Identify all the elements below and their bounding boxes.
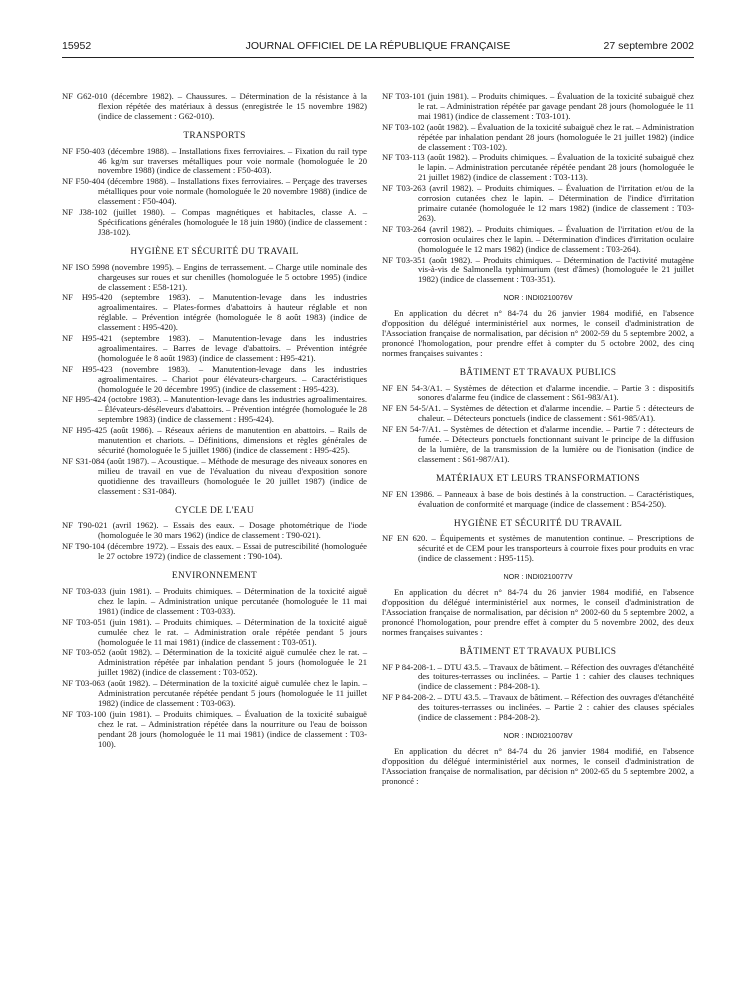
- decree-paragraph: En application du décret n° 84-74 du 26 janvier 1984 modifié, en l'absence d'opposition du délégué interministériel aux normes, le conseil d'administration de l'Association française de normalisation, par décision n° 2002-65 du 5 septembre 2002, a prononcé :: [382, 745, 694, 786]
- standard-entry: NF EN 54-3/A1. – Systèmes de détection et d'alarme incendie. – Partie 3 : dispositifs sonores d'alarme feu (indice de classement : S61-983/A1).: [382, 382, 694, 403]
- section-heading: HYGIÈNE ET SÉCURITÉ DU TRAVAIL: [130, 246, 299, 257]
- standard-entry: NF T03-051 (juin 1981). – Produits chimiques. – Détermination de la toxicité aiguë cumulée chez le rat. – Administration orale répétée pendant 5 jours (homologuée le 11 mai 1981) (indice de classement : T03-051).: [62, 616, 367, 647]
- nor-reference: NOR : INDI0210078V: [503, 730, 573, 740]
- issue-date: 27 septembre 2002: [603, 40, 694, 52]
- standard-entry: NF T03-052 (août 1982). – Détermination de la toxicité aiguë cumulée chez le rat. – Administration répétée par inhalation pendant 5 jours (homologuée le 21 juillet 1982) (indice de classement : T03-052).: [62, 647, 367, 678]
- standard-entry: NF T03-264 (avril 1982). – Produits chimiques. – Évaluation de l'irritation et/ou de la corrosion oculaires chez le lapin. – Détermination d'indices d'irritation oculaire (homologuée le 12 mars 1982) (indice de classement : T03-264).: [382, 223, 694, 254]
- decree-paragraph: En application du décret n° 84-74 du 26 janvier 1984 modifié, en l'absence d'opposition du délégué interministériel aux normes, le conseil d'administration de l'Association française de normalisation, par décision n° 2002-59 du 5 septembre 2002, a prononcé l'homologation, pour prendre effet à compter du 5 octobre 2002, des cinq normes françaises suivantes :: [382, 308, 694, 358]
- standard-entry: NF P 84-208-1. – DTU 43.5. – Travaux de bâtiment. – Réfection des ouvrages d'étanchéité des toitures-terrasses ou inclinées. – Partie 1 : cahier des clauses techniques (indice de classement : P84-208-1).: [382, 661, 694, 692]
- standard-entry: NF T03-113 (août 1982). – Produits chimiques. – Évaluation de la toxicité subaiguë chez le lapin. – Administration percutanée répétée pendant 28 jours (homologuée le 21 juillet 1982) (indice de classement : T03-113).: [382, 152, 694, 183]
- left-column: [62, 92, 367, 750]
- standard-entry: NF F50-403 (décembre 1988). – Installations fixes ferroviaires. – Fixation du rail type 46 kg/m sur traverses métalliques pour voie normale (homologuée le 20 novembre 1988) (indice de classement : F50-403).: [62, 145, 367, 176]
- standard-entry: NF H95-424 (octobre 1983). – Manutention-levage dans les industries agroalimentaires. – Élévateurs-déséleveurs d'abattoirs. – Prévention intégrée (homologuée le 28 septembre 1983) (indice de classement : H95-424).: [62, 394, 367, 425]
- right-column: [382, 92, 694, 790]
- journal-title: JOURNAL OFFICIEL DE LA RÉPUBLIQUE FRANÇAISE: [245, 40, 511, 52]
- standard-entry: NF S31-084 (août 1987). – Acoustique. – Méthode de mesurage des niveaux sonores en milieu de travail en vue de l'évaluation du niveau d'exposition sonore quotidienne des travailleurs (homologuée le 20 juillet 1987) (indice de classement : S31-084).: [62, 455, 367, 496]
- page-header: [62, 40, 694, 56]
- standard-entry: NF EN 54-5/A1. – Systèmes de détection et d'alarme incendie. – Partie 5 : détecteurs de chaleur. – Détecteurs ponctuels (indice de classement : S61-985/A1).: [382, 403, 694, 424]
- standard-entry: NF EN 620. – Équipements et systèmes de manutention continue. – Prescriptions de sécurité et de CEM pour les transporteurs à courroie fixes pour produits en vrac (indice de classement : H95-115).: [382, 533, 694, 564]
- standard-entry: NF T90-104 (décembre 1972). – Essais des eaux. – Essai de putrescibilité (homologuée le 27 octobre 1972) (indice de classement : T90-104).: [62, 541, 367, 562]
- standard-entry: NF EN 13986. – Panneaux à base de bois destinés à la construction. – Caractéristiques, évaluation de conformité et marquage (indice de classement : B54-250).: [382, 488, 694, 509]
- decree-paragraph: En application du décret n° 84-74 du 26 janvier 1984 modifié, en l'absence d'opposition du délégué interministériel aux normes, le conseil d'administration de l'Association française de normalisation, par décision n° 2002-60 du 5 septembre 2002, a prononcé l'homologation, pour prendre effet à compter du 5 novembre 2002, des deux normes françaises suivantes :: [382, 587, 694, 637]
- standard-entry: NF T03-033 (juin 1981). – Produits chimiques. – Détermination de la toxicité aiguë chez le lapin. – Administration unique percutanée (homologuée le 11 mai 1981) (indice de classement : T03-033).: [62, 585, 367, 616]
- standard-entry: NF T03-063 (août 1982). – Détermination de la toxicité aiguë cumulée chez le lapin. – Administration percutanée répétée pendant 5 jours (homologuée le 11 juillet 1982) (indice de classement : T03-063).: [62, 678, 367, 708]
- page-number: 15952: [62, 40, 92, 52]
- standard-entry: NF H95-423 (novembre 1983). – Manutention-levage dans les industries agroalimentaires. – Chariot pour élévateurs-chargeurs. – Caractéristiques (homologuée le 20 décembre 1995) (indice de classement : H95-423).: [62, 363, 367, 394]
- standard-entry: NF T90-021 (avril 1962). – Essais des eaux. – Dosage photométrique de l'iode (homologuée le 30 mars 1962) (indice de classement : T90-021).: [62, 520, 367, 541]
- standard-entry: NF T03-101 (juin 1981). – Produits chimiques. – Évaluation de la toxicité subaiguë chez le rat. – Administration répétée par gavage pendant 28 jours (homologuée le 11 mai 1981) (indice de classement : T03-101).: [382, 91, 694, 121]
- standard-entry: NF H95-420 (septembre 1983). – Manutention-levage dans les industries agroalimentaires. – Plates-formes d'abattoirs à hauteur réglable et non réglable. – Prévention intégrée (homologuée le 8 août 1983) (indice de classement : H95-420).: [62, 292, 367, 333]
- standard-entry: NF P 84-208-2. – DTU 43.5. – Travaux de bâtiment. – Réfection des ouvrages d'étanchéité des toitures-terrasses ou inclinées. – Partie 2 : cahier des clauses spéciales (indice de classement : P84-208-2).: [382, 692, 694, 723]
- standard-entry: NF T03-100 (juin 1981). – Produits chimiques. – Évaluation de la toxicité subaiguë chez le rat. – Administration répétée dans la nourriture ou l'eau de boisson pendant 28 jours (homologuée le 11 mai 1981) (indice de classement : T03-100).: [62, 708, 367, 749]
- standard-entry: NF EN 54-7/A1. – Systèmes de détection et d'alarme incendie. – Partie 7 : détecteurs de fumée. – Détecteurs ponctuels fonctionnant suivant le principe de la diffusion de la lumière, de la transmission de la lumière ou de l'ionisation (indice de classement : S61-987/A1).: [382, 424, 694, 464]
- standard-entry: NF H95-425 (août 1986). – Réseaux aériens de manutention en abattoirs. – Rails de manutention et chariots. – Définitions, dimensions et règles générales de sécurité (homologuée le 5 juillet 1986) (indice de classement : H95-425).: [62, 425, 367, 455]
- standard-entry: NF H95-421 (septembre 1983). – Manutention-levage dans les industries agroalimentaires. – Barres de levage d'abattoirs. – Prévention intégrée (homologuée le 8 août 1983) (indice de classement : H95-421).: [62, 333, 367, 363]
- standard-entry: NF F50-404 (décembre 1988). – Installations fixes ferroviaires. – Perçage des traverses métalliques pour voie normale (homologuée le 20 novembre 1988) (indice de classement : F50-404).: [62, 176, 367, 207]
- standard-entry: NF T03-263 (avril 1982). – Produits chimiques. – Évaluation de l'irritation et/ou de la corrosion cutanées chez le lapin. – Détermination de l'indice d'irritation primaire cutanée (homologuée le 12 mars 1982) (indice de classement : T03-263).: [382, 183, 694, 223]
- section-heading: BÂTIMENT ET TRAVAUX PUBLICS: [459, 646, 617, 657]
- header-rule: [62, 57, 694, 58]
- section-heading: MATÉRIAUX ET LEURS TRANSFORMATIONS: [436, 473, 640, 484]
- standard-entry: NF T03-102 (août 1982). – Évaluation de la toxicité subaiguë chez le rat. – Administration répétée par inhalation pendant 28 jours (homologuée le 21 juillet 1982) (indice de classement : T03-102).: [382, 121, 694, 152]
- section-heading: HYGIÈNE ET SÉCURITÉ DU TRAVAIL: [453, 518, 623, 529]
- nor-reference: NOR : INDI0210077V: [503, 572, 573, 582]
- nor-reference: NOR : INDI0210076V: [503, 293, 573, 303]
- section-heading: TRANSPORTS: [183, 130, 246, 141]
- standard-entry: NF T03-351 (août 1982). – Produits chimiques. – Détermination de l'activité mutagène vis-à-vis de Salmonella typhimurium (test d'âmes) (homologuée le 21 juillet 1982) (indice de classement : T03-351).: [382, 254, 694, 285]
- standard-entry: NF G62-010 (décembre 1982). – Chaussures. – Détermination de la résistance à la flexion répétée des matériaux à dessus (enregistrée le 15 novembre 1982) (indice de classement : G62-010).: [62, 91, 367, 121]
- standard-entry: NF ISO 5998 (novembre 1995). – Engins de terrassement. – Charge utile nominale des chargeuses sur roues et sur chenilles (homologuée le 5 octobre 1995) (indice de classement : E58-121).: [62, 261, 367, 292]
- section-heading: ENVIRONNEMENT: [171, 571, 258, 582]
- section-heading: BÂTIMENT ET TRAVAUX PUBLICS: [459, 367, 617, 378]
- standard-entry: NF J38-102 (juillet 1980). – Compas magnétiques et habitacles, classe A. – Spécifications générales (homologuée le 18 juin 1980) (indice de classement : J38-102).: [62, 207, 367, 237]
- section-heading: CYCLE DE L'EAU: [175, 505, 254, 516]
